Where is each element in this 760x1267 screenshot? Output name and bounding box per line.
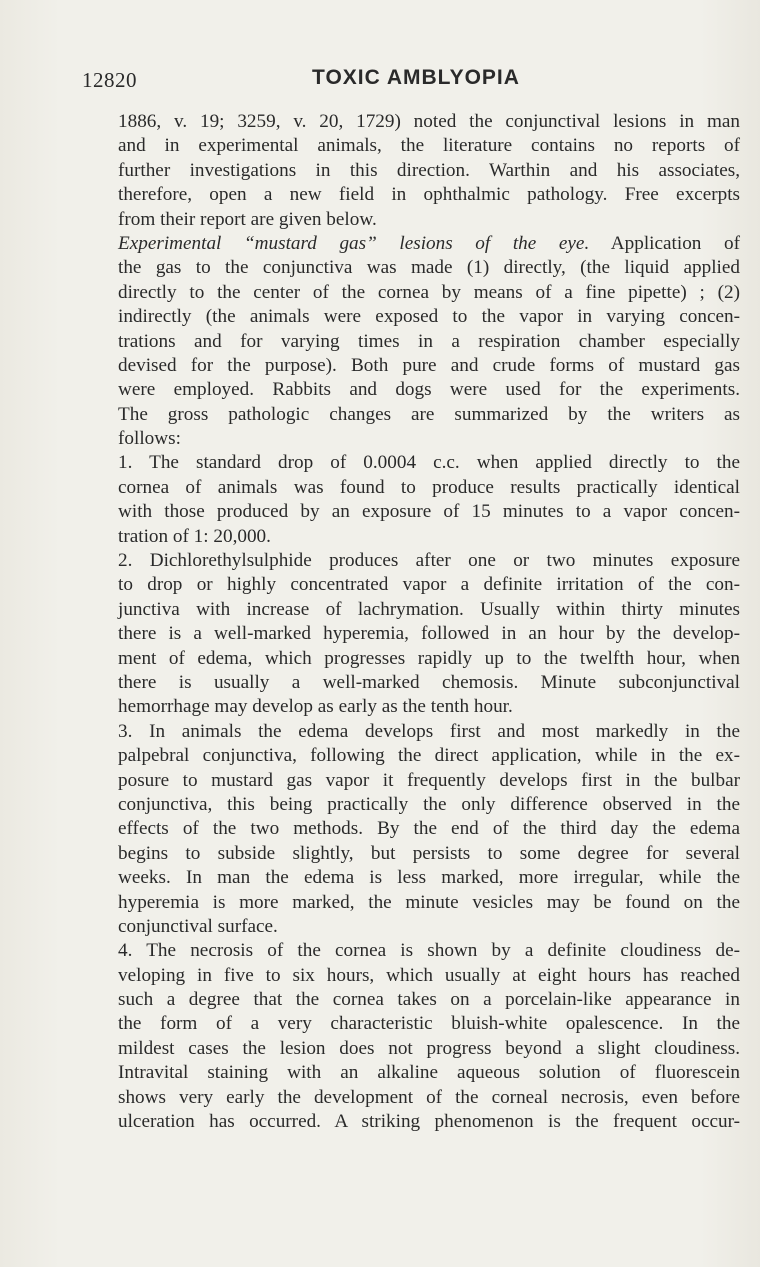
text-line: Intravital staining with an alkaline aqueous solution of fluorescein [118, 1062, 740, 1084]
text-line: shows very early the development of the corneal necrosis, even before [118, 1086, 740, 1108]
text-line: the gas to the conjunctiva was made (1) directly, (the liquid applied [118, 257, 740, 279]
text-line: were employed. Rabbits and dogs were used for the experiments. [118, 379, 740, 401]
running-title: TOXIC AMBLYOPIA [312, 66, 520, 89]
text-line: posure to mustard gas vapor it frequently develops first in the bulbar [118, 769, 740, 791]
text-line: 3. In animals the edema develops first and most markedly in the [118, 720, 740, 742]
italic-heading: Experimental “mustard gas” lesions of the eye. [118, 232, 590, 254]
text-line: conjunctiva, this being practically the only difference observed in the [118, 793, 740, 815]
text-line: directly to the center of the cornea by means of a fine pipette) ; (2) [118, 281, 740, 303]
text-line: hyperemia is more marked, the minute vesicles may be found on the [118, 891, 740, 913]
text-line: mildest cases the lesion does not progress beyond a slight cloudiness. [118, 1037, 740, 1059]
text-line: tration of 1: 20,000. [118, 525, 271, 547]
text-line-italic-heading [118, 232, 740, 256]
text-line: the form of a very characteristic bluish-white opalescence. In the [118, 1013, 740, 1035]
text-line: 4. The necrosis of the cornea is shown by a definite cloudiness de- [118, 940, 740, 962]
text-line: veloping in five to six hours, which usually at eight hours has reached [118, 964, 740, 986]
text-line: 1886, v. 19; 3259, v. 20, 1729) noted the conjunctival lesions in man [118, 111, 740, 132]
text-line: with those produced by an exposure of 15 minutes to a vapor concen- [118, 501, 740, 523]
text-line: hemorrhage may develop as early as the tenth hour. [118, 696, 513, 718]
text-line: devised for the purpose). Both pure and crude forms of mustard gas [118, 354, 740, 376]
text-line: weeks. In man the edema is less marked, more irregular, while the [118, 867, 740, 889]
page-number: 12820 [82, 68, 137, 92]
text-line: junctiva with increase of lachrymation. Usually within thirty minutes [118, 598, 740, 620]
text-line: from their report are given below. [118, 208, 377, 230]
text-line: follows: [118, 428, 181, 450]
text-line: The gross pathologic changes are summarized by the writers as [118, 403, 740, 425]
text-line: trations and for varying times in a respiration chamber especially [118, 330, 740, 352]
text-line: conjunctival surface. [118, 915, 278, 937]
text-line: ulceration has occurred. A striking phenomenon is the frequent occur- [118, 1111, 740, 1133]
text-line: begins to subside slightly, but persists to some degree for several [118, 842, 740, 864]
page-header [82, 68, 562, 98]
text-line: to drop or highly concentrated vapor a definite irritation of the con- [118, 574, 740, 596]
heading-continuation: Application of [589, 232, 740, 254]
text-line: effects of the two methods. By the end of the third day the edema [118, 818, 740, 840]
text-line: there is usually a well-marked chemosis. Minute subconjunctival [118, 671, 740, 693]
text-line: there is a well-marked hyperemia, followed in an hour by the develop- [118, 623, 740, 645]
text-line: palpebral conjunctiva, following the direct application, while in the ex- [118, 745, 740, 767]
text-line: indirectly (the animals were exposed to the vapor in varying concen- [118, 306, 740, 328]
text-line: therefore, open a new field in ophthalmic pathology. Free excerpts [118, 184, 740, 206]
text-line: 1. The standard drop of 0.0004 c.c. when applied directly to the [118, 452, 740, 474]
text-line: ment of edema, which progresses rapidly up to the twelfth hour, when [118, 647, 740, 669]
text-line: further investigations in this direction. Warthin and his associates, [118, 159, 740, 181]
text-line: such a degree that the cornea takes on a porcelain-like appearance in [118, 989, 740, 1011]
body-text [118, 110, 740, 1134]
text-line: cornea of animals was found to produce results practically identical [118, 476, 740, 498]
text-line: 2. Dichlorethylsulphide produces after one or two minutes exposure [118, 550, 740, 572]
text-line: and in experimental animals, the literature contains no reports of [118, 135, 740, 157]
